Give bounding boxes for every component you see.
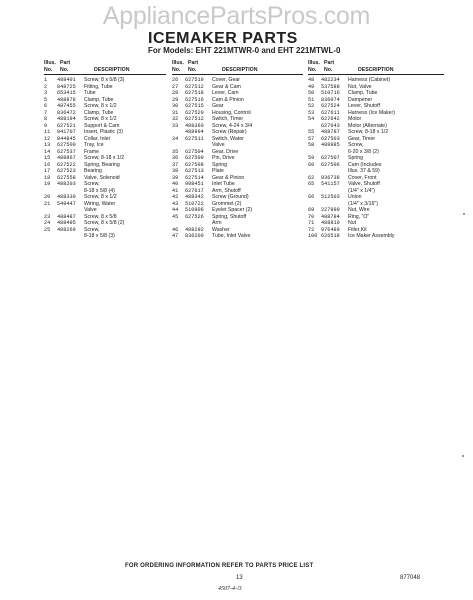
part-description: Screw, 8 x 1/2 (84, 103, 117, 109)
illus-number: 12 (44, 135, 51, 142)
illus-number: 28 (172, 90, 179, 96)
part-description: Dampener (348, 96, 373, 103)
part-number: 510716 (321, 90, 340, 96)
part-number: 488203 (57, 181, 76, 187)
illus-number: 25 (44, 226, 51, 233)
part-description: Grommet (2) (212, 200, 242, 207)
part-description: Valve, Shutoff (348, 181, 380, 187)
illus-number: 27 (172, 83, 179, 90)
part-description: Lever, Cam (212, 90, 239, 96)
part-number: 653415 (57, 90, 76, 96)
part-description: Plate (212, 168, 224, 174)
illus-header-line1: Illus. (44, 60, 56, 66)
part-description: Bearing (84, 168, 102, 174)
illus-number: 66 (308, 194, 315, 200)
part-number: 627511 (185, 135, 204, 142)
part-header-line1: Part (324, 60, 335, 66)
part-description: Screw, (84, 181, 100, 187)
illus-number: 70 (308, 213, 315, 220)
illus-number: 9 (44, 122, 48, 129)
illus-number: 46 (172, 226, 179, 233)
part-description: Gear, Timer (348, 135, 376, 142)
part-number: 487455 (57, 103, 76, 109)
part-header-line1: Part (60, 60, 71, 66)
illus-number: 72 (308, 226, 315, 233)
illus-number: 30 (172, 103, 179, 109)
parts-table (44, 58, 444, 358)
illus-number: 23 (44, 213, 51, 220)
illus-number: 62 (308, 174, 315, 181)
part-description: Switch, Timer (212, 116, 244, 122)
part-description: Fitting, Tube (84, 83, 113, 90)
illus-number: 57 (308, 135, 315, 142)
part-row (308, 233, 444, 240)
illus-number: 59 (308, 155, 315, 161)
part-number: 488487 (57, 213, 76, 220)
part-description: Harness (Cabinet) (348, 77, 391, 83)
part-number: 627643 (321, 122, 340, 129)
part-description: Clamp, Tube (84, 96, 114, 103)
illus-number: 42 (172, 194, 179, 200)
illus-number: 19 (44, 181, 51, 187)
part-number: 482234 (321, 77, 340, 83)
illus-number: 51 (308, 96, 315, 103)
column-header (308, 58, 444, 75)
scan-speck (463, 213, 465, 215)
part-description: Arm, Shutoff (212, 187, 241, 194)
illus-number: 45 (172, 213, 179, 220)
part-number: 488342 (185, 194, 204, 200)
part-description: Lever, Shutoff (348, 103, 380, 109)
part-description: Eyelet Spacer (2) (212, 207, 253, 213)
illus-number: 29 (172, 96, 179, 103)
part-description: Screw, 8-18 x 1/2 (84, 155, 125, 161)
part-number: 488810 (321, 220, 340, 226)
illus-number: 50 (308, 90, 315, 96)
illus-number: 5 (44, 96, 48, 103)
part-number: 626518 (321, 233, 340, 239)
illus-header-line2: No. (308, 67, 317, 73)
part-description: Spring (348, 155, 363, 161)
part-description: Frame (84, 148, 99, 155)
illus-number: 17 (44, 168, 51, 174)
part-description: Valve (84, 207, 97, 213)
part-number: 627524 (321, 103, 340, 109)
illus-number: 36 (172, 155, 179, 161)
parts-column-3 (308, 58, 444, 240)
part-description: Union (348, 194, 362, 200)
part-number: 627519 (185, 77, 204, 83)
part-description: Gear & Pinion (212, 174, 245, 181)
part-number: 841707 (57, 129, 76, 135)
illus-number: 40 (172, 181, 179, 187)
illus-number: 26 (172, 77, 179, 83)
illus-number: 21 (44, 200, 51, 207)
column-header (172, 58, 303, 75)
part-description: Cover, Front (348, 174, 377, 181)
part-description: Screw, 8 x 5/8 (2) (84, 220, 125, 226)
part-number: 537588 (321, 83, 340, 90)
part-number: 627504 (185, 148, 204, 155)
illus-number: 14 (44, 148, 51, 155)
illus-number: 35 (172, 148, 179, 155)
parts-column-2 (172, 58, 303, 240)
part-description: Cam (Includes (348, 161, 382, 168)
part-number: 627514 (185, 174, 204, 181)
illus-number: 2 (44, 83, 48, 90)
illus-number: 53 (308, 109, 315, 116)
part-description: Gear & Cam (212, 83, 241, 90)
illus-number: 31 (172, 109, 179, 116)
part-description: Tube, Inlet Valve (212, 233, 251, 239)
part-description: Support & Cam (84, 122, 120, 129)
part-description: Arm (212, 220, 222, 226)
illus-number: 41 (172, 187, 179, 194)
part-number: 488994 (185, 129, 204, 135)
part-description: Nut, Valve (348, 83, 372, 90)
part-number: 627508 (185, 161, 204, 168)
part-number: 627642 (321, 116, 340, 122)
part-number: 541157 (321, 181, 340, 187)
part-description: Spring, Shutoff (212, 213, 247, 220)
part-description: 8-18 x 5/8 (4) (84, 187, 115, 194)
part-description: Screw, 4-24 x 3/4 (212, 122, 253, 129)
part-description: Valve (212, 142, 225, 148)
page-number: 13 (236, 575, 243, 581)
illus-header-line1: Illus. (308, 60, 320, 66)
part-description: Inlet Tube (212, 181, 235, 187)
part-number: 936738 (321, 174, 340, 181)
illus-number: 71 (308, 220, 315, 226)
part-number: 844845 (57, 135, 76, 142)
part-description: Filter,Kit (348, 226, 367, 233)
part-description: Tube (84, 90, 96, 96)
part-description: Cam & Pinion (212, 96, 244, 103)
part-description: Pin, Drive (212, 155, 235, 161)
part-number: 627611 (321, 109, 340, 116)
part-number: 488867 (57, 155, 76, 161)
part-number: 627520 (185, 109, 204, 116)
part-number: 510722 (185, 200, 204, 207)
part-number: 488360 (185, 122, 204, 129)
illus-number: 32 (172, 116, 179, 122)
part-description: Motor (Alternate) (348, 122, 387, 129)
illus-number: 8 (44, 116, 48, 122)
illus-number: 47 (172, 233, 179, 239)
part-description: Screw, 8-18 x 1/2 (348, 129, 389, 135)
part-number: 627521 (57, 122, 76, 129)
part-number: 488330 (57, 194, 76, 200)
part-number: 488985 (321, 142, 340, 148)
illus-number: 58 (308, 142, 315, 148)
part-description: Screw (Repair) (212, 129, 247, 135)
part-number: 488269 (57, 226, 76, 233)
illus-header-line2: No. (172, 67, 181, 73)
part-description: Screw, (84, 226, 100, 233)
part-description: Clamp, Tube (84, 109, 114, 116)
illus-number: 16 (44, 161, 51, 168)
part-description: 8-18 x 5/8 (3) (84, 233, 115, 239)
part-number: 627507 (321, 155, 340, 161)
part-number: 836074 (321, 96, 340, 103)
part-description: Illus. 37 & 59) (348, 168, 380, 174)
part-number: 227999 (321, 207, 340, 213)
part-number: 488787 (321, 129, 340, 135)
part-description: Screw, 8 x 5/8 (84, 213, 117, 220)
scan-speck (462, 455, 464, 457)
ordering-note: FOR ORDERING INFORMATION REFER TO PARTS PRICE LIST (125, 563, 314, 569)
part-description: Insert, Plastic (3) (84, 129, 123, 135)
part-description: Ring, "O" (348, 213, 370, 220)
illus-number: 43 (172, 200, 179, 207)
part-number: 627500 (57, 142, 76, 148)
part-number: 627513 (185, 168, 204, 174)
part-number: 627512 (185, 116, 204, 122)
part-description: Wiring, Water (84, 200, 116, 207)
part-number: 627503 (321, 135, 340, 142)
part-description: Screw, 8 x 5/8 (3) (84, 77, 125, 83)
illus-number: 65 (308, 181, 315, 187)
part-description: Gear, Drive (212, 148, 239, 155)
part-description: 6-20 x 3/8 (2) (348, 148, 379, 155)
part-description: Housing, Control (212, 109, 251, 116)
illus-number: 49 (308, 83, 315, 90)
part-number: 848725 (57, 83, 76, 90)
column-header (44, 58, 166, 75)
illus-number: 55 (308, 129, 315, 135)
part-number: 627526 (185, 213, 204, 220)
part-number: 549447 (57, 200, 76, 207)
part-header-line2: No. (188, 67, 197, 73)
part-description: Spring (212, 161, 227, 168)
part-number: 976489 (321, 226, 340, 233)
illus-number: 39 (172, 174, 179, 181)
part-row (44, 233, 166, 240)
part-number: 627506 (321, 161, 340, 168)
illus-number: 38 (172, 168, 179, 174)
part-number: 627516 (185, 96, 204, 103)
part-header-line2: No. (60, 67, 69, 73)
illus-number: 24 (44, 220, 51, 226)
part-description: Tray, Ice (84, 142, 104, 148)
part-description: Screw, 8 x 1/2 (84, 116, 117, 122)
part-description: (1/4" x 3/16") (348, 200, 378, 207)
part-number: 488401 (57, 77, 76, 83)
part-description: Nut (348, 220, 357, 226)
part-description: Collar, Inlet (84, 135, 110, 142)
part-number: 836472 (57, 109, 76, 116)
illus-number: 44 (172, 207, 179, 213)
part-row (172, 233, 303, 240)
part-description: Switch, Water (212, 135, 244, 142)
part-number: 510906 (185, 207, 204, 213)
part-description: Harness (Ice Maker) (348, 109, 395, 116)
illus-number: 54 (308, 116, 315, 122)
part-header-line2: No. (324, 67, 333, 73)
part-number: 488495 (57, 220, 76, 226)
illus-header-line1: Illus. (172, 60, 184, 66)
part-description: Washer (212, 226, 230, 233)
part-number: 627509 (185, 155, 204, 161)
part-description: Spring, Bearing (84, 161, 120, 168)
model-subtitle: For Models: EHT 221MTWR-0 and EHT 221MTWL-0 (148, 46, 341, 55)
illus-number: 6 (44, 103, 48, 109)
part-description: Ice Maker Assembly (348, 233, 395, 239)
part-number: 627537 (57, 148, 76, 155)
part-description: Clamp, Tube (348, 90, 378, 96)
part-number: 627617 (185, 187, 204, 194)
part-number: 512503 (321, 194, 340, 200)
document-code: 877048 (400, 575, 421, 581)
part-number: 488194 (57, 116, 76, 122)
description-header: DESCRIPTION (358, 67, 394, 73)
illus-number: 1 (44, 77, 48, 83)
part-description: Screw, (348, 142, 364, 148)
illus-number: 52 (308, 103, 315, 109)
part-number: 488784 (321, 213, 340, 220)
part-description: Screw, 8 x 1/2 (84, 194, 117, 200)
part-description: Nut, Wire (348, 207, 370, 213)
illus-number: 34 (172, 135, 179, 142)
illus-number: 18 (44, 174, 51, 181)
illus-number: 20 (44, 194, 51, 200)
illus-number: 15 (44, 155, 51, 161)
part-description: Cover, Gear (212, 77, 240, 83)
handwritten-stamp: 4507-4-/3 (218, 586, 242, 592)
illus-header-line2: No. (44, 67, 53, 73)
illus-number: 11 (44, 129, 51, 135)
page-title: ICEMAKER PARTS (148, 30, 298, 47)
watermark: AppliancePartsPros.com (102, 2, 371, 30)
illus-number: 100 (308, 233, 318, 239)
description-header: DESCRIPTION (94, 67, 130, 73)
illus-number: 33 (172, 122, 179, 129)
part-number: 488292 (185, 226, 204, 233)
illus-number: 60 (308, 161, 315, 168)
part-description: Gear (212, 103, 224, 109)
part-description: (1/4" x 1/4") (348, 187, 376, 194)
parts-column-1 (44, 58, 166, 240)
illus-number: 69 (308, 207, 315, 213)
part-header-line1: Part (188, 60, 199, 66)
illus-number: 37 (172, 161, 179, 168)
illus-number: 3 (44, 90, 48, 96)
part-description: Valve, Solenoid (84, 174, 120, 181)
part-number: 488878 (57, 96, 76, 103)
part-number: 627522 (57, 161, 76, 168)
part-description: Screw (Ground) (212, 194, 249, 200)
part-number: 627523 (57, 168, 76, 174)
part-number: 627512 (185, 83, 204, 90)
part-number: 627518 (185, 90, 204, 96)
part-number: 988451 (185, 181, 204, 187)
part-number: 627515 (185, 103, 204, 109)
illus-number: 7 (44, 109, 48, 116)
illus-number: 13 (44, 142, 51, 148)
part-number: 836200 (185, 233, 204, 239)
description-header: DESCRIPTION (222, 67, 258, 73)
illus-number: 48 (308, 77, 315, 83)
part-description: Motor (348, 116, 362, 122)
part-number: 627558 (57, 174, 76, 181)
